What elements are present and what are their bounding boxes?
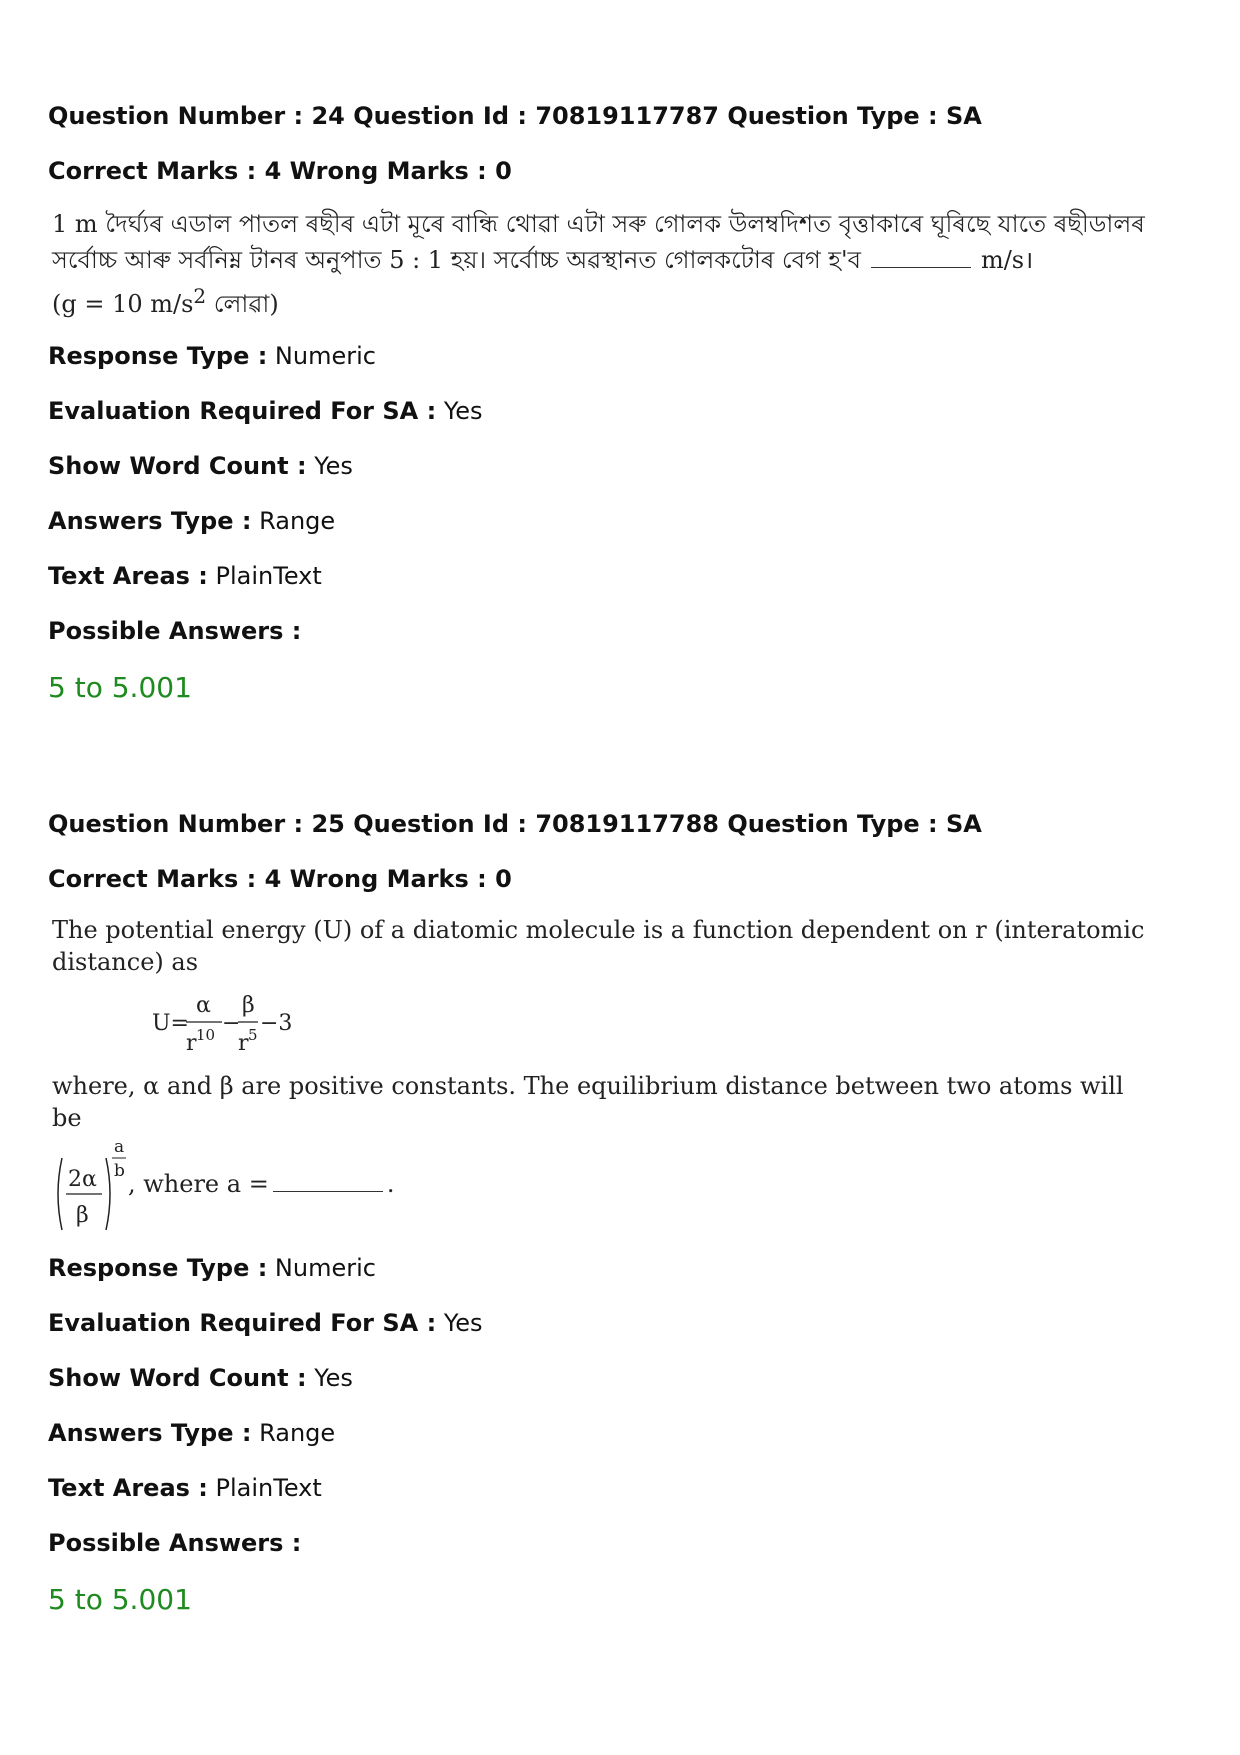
evaluation-required bbox=[48, 395, 1148, 427]
response-type-value: Numeric bbox=[267, 1254, 376, 1282]
marks-text: Correct Marks : 4 Wrong Marks : 0 bbox=[48, 865, 512, 893]
question-24 bbox=[48, 100, 1148, 706]
stem-unit: m/s। bbox=[980, 246, 1034, 274]
marks-text: Correct Marks : 4 Wrong Marks : 0 bbox=[48, 157, 512, 185]
stem-text: সৰ্বোচ্চ আৰু সৰ্বনিম্ন টানৰ অনুপাত 5 : 1 হয়। সৰ্বোচ্চ অৱস্থানত গোলকটোৰ বেগ হ'ব bbox=[52, 246, 861, 274]
fraction-graphic bbox=[52, 1134, 132, 1234]
eq-r: r bbox=[238, 1031, 249, 1056]
right-paren bbox=[106, 1158, 110, 1230]
eq-exponent-5: 5 bbox=[248, 1026, 258, 1044]
show-word-count bbox=[48, 1362, 1148, 1394]
question-header bbox=[48, 808, 1148, 840]
question-header-text: Question Number : 25 Question Id : 70819117788 Question Type : SA bbox=[48, 810, 982, 838]
question-stem bbox=[52, 914, 1148, 1234]
possible-answers-label: Possible Answers : bbox=[48, 1529, 302, 1557]
frac-tail-text: , where a = bbox=[128, 1170, 269, 1198]
stem-line: 1 m দৈৰ্ঘ্যৰ এডাল পাতল ৰছীৰ এটা মূৰে বান্ধি থোৱা এটা সৰু গোলক উলম্বদিশত বৃত্তাকাৰে ঘূৰিছে যাতে ৰছীডালৰ bbox=[52, 210, 1145, 238]
text-areas-value: PlainText bbox=[207, 562, 322, 590]
word-count-label: Show Word Count : bbox=[48, 1364, 307, 1392]
equilibrium-expression bbox=[52, 1134, 1148, 1234]
response-type-value: Numeric bbox=[267, 342, 376, 370]
question-25 bbox=[48, 808, 1148, 1618]
response-type-label: Response Type : bbox=[48, 342, 268, 370]
frac-numerator: 2α bbox=[68, 1167, 97, 1192]
possible-answers bbox=[48, 615, 1148, 647]
stem-line: where, α and β are positive constants. The equilibrium distance between two atoms will be bbox=[52, 1072, 1124, 1132]
text-areas-label: Text Areas : bbox=[48, 1474, 208, 1502]
possible-answers bbox=[48, 1527, 1148, 1559]
possible-answer-value: 5 to 5.001 bbox=[48, 671, 192, 704]
frac-tail bbox=[128, 1170, 394, 1198]
word-count-value: Yes bbox=[306, 1364, 353, 1392]
possible-answer-value: 5 to 5.001 bbox=[48, 1583, 192, 1616]
text-areas-value: PlainText bbox=[207, 1474, 322, 1502]
response-type bbox=[48, 1252, 1148, 1284]
stem-text: লোৱা) bbox=[206, 290, 279, 318]
evaluation-value: Yes bbox=[436, 1309, 483, 1337]
eq-alpha: α bbox=[196, 993, 211, 1018]
stem-line: distance) as bbox=[52, 948, 199, 976]
evaluation-label: Evaluation Required For SA : bbox=[48, 397, 437, 425]
stem-superscript: 2 bbox=[193, 284, 207, 308]
eq-U: U= bbox=[152, 1011, 189, 1036]
eq-minus: − bbox=[222, 1011, 241, 1036]
stem-line bbox=[52, 278, 1148, 322]
frac-denominator: β bbox=[76, 1203, 89, 1228]
possible-answers-label: Possible Answers : bbox=[48, 617, 302, 645]
answers-type-label: Answers Type : bbox=[48, 507, 252, 535]
eq-r: r bbox=[186, 1031, 197, 1056]
word-count-label: Show Word Count : bbox=[48, 452, 307, 480]
eq-constant: −3 bbox=[260, 1011, 293, 1036]
answers-type-value: Range bbox=[251, 1419, 336, 1447]
evaluation-value: Yes bbox=[436, 397, 483, 425]
stem-line bbox=[52, 242, 1148, 278]
answers-type-label: Answers Type : bbox=[48, 1419, 252, 1447]
marks-line bbox=[48, 155, 1148, 187]
evaluation-label: Evaluation Required For SA : bbox=[48, 1309, 437, 1337]
potential-energy-equation bbox=[52, 978, 1148, 1070]
left-paren bbox=[58, 1158, 62, 1230]
response-type-label: Response Type : bbox=[48, 1254, 268, 1282]
word-count-value: Yes bbox=[306, 452, 353, 480]
answers-type bbox=[48, 505, 1148, 537]
answer-blank bbox=[871, 249, 971, 268]
eq-beta: β bbox=[242, 993, 255, 1018]
answers-type bbox=[48, 1417, 1148, 1449]
answer-blank bbox=[273, 1173, 383, 1192]
answers-type-value: Range bbox=[251, 507, 336, 535]
exp-b: b bbox=[114, 1161, 125, 1181]
stem-line: The potential energy (U) of a diatomic molecule is a function dependent on r (interatomic bbox=[52, 916, 1145, 944]
text-areas bbox=[48, 560, 1148, 592]
frac-end: . bbox=[386, 1170, 395, 1198]
response-type bbox=[48, 340, 1148, 372]
exp-a: a bbox=[114, 1137, 125, 1157]
eq-exponent-10: 10 bbox=[196, 1026, 216, 1044]
question-header-text: Question Number : 24 Question Id : 70819117787 Question Type : SA bbox=[48, 102, 982, 130]
stem-text: (g = 10 m/s bbox=[52, 290, 194, 318]
show-word-count bbox=[48, 450, 1148, 482]
evaluation-required bbox=[48, 1307, 1148, 1339]
question-header bbox=[48, 100, 1148, 132]
question-stem bbox=[52, 206, 1148, 322]
text-areas-label: Text Areas : bbox=[48, 562, 208, 590]
text-areas bbox=[48, 1472, 1148, 1504]
equation-graphic bbox=[152, 978, 412, 1070]
marks-line bbox=[48, 863, 1148, 895]
